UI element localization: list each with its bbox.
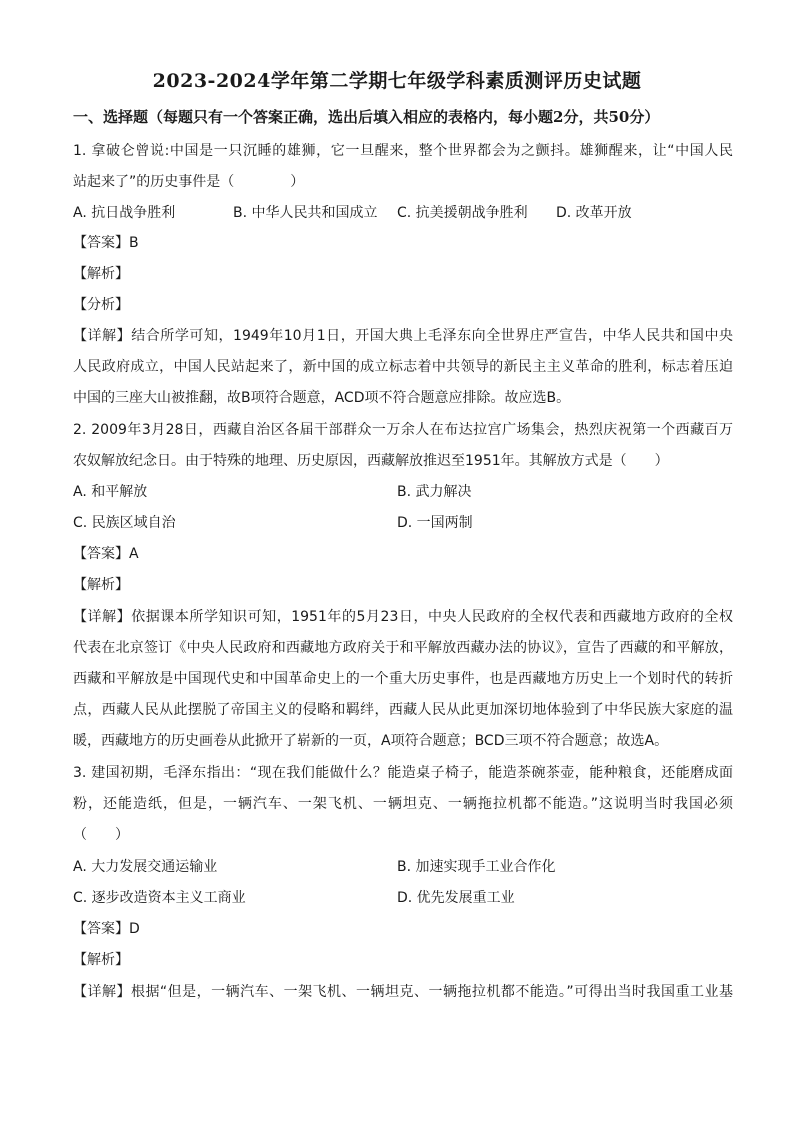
q2-answer: 【答案】A	[73, 546, 139, 562]
section-heading: 一、选择题（每题只有一个答案正确，选出后填入相应的表格内，每小题2分，共50分）	[73, 108, 660, 126]
q1-stem-line-1: 1. 拿破仑曾说:中国是一只沉睡的雄狮，它一旦醒来，整个世界都会为之颤抖。雄狮醒来，让“中国人民	[73, 143, 733, 159]
q3-option-b: B. 加速实现手工业合作化	[397, 859, 556, 875]
q3-option-d: D. 优先发展重工业	[397, 890, 515, 906]
q1-detail-line-1: 【详解】结合所学可知，1949年10月1日，开国大典上毛泽东向全世界庄严宣告，中华人民共和国中央	[73, 328, 733, 344]
q3-stem-line-1: 3. 建国初期，毛泽东指出：“现在我们能做什么？能造桌子椅子，能造茶碗茶壶，能种粮食，还能磨成面	[73, 765, 733, 781]
q2-option-b: B. 武力解决	[397, 484, 472, 500]
q3-option-a: A. 大力发展交通运输业	[73, 859, 218, 875]
q1-option-c: C. 抗美援朝战争胜利	[397, 205, 528, 221]
q3-stem-line-2: 粉，还能造纸，但是，一辆汽车、一架飞机、一辆坦克、一辆拖拉机都不能造。”这说明当时我国必须	[73, 796, 733, 812]
q2-stem-line-1: 2. 2009年3月28日，西藏自治区各届干部群众一万余人在布达拉宫广场集会，热烈庆祝第一个西藏百万	[73, 422, 733, 438]
q2-detail-line-4: 点，西藏人民从此摆脱了帝国主义的侵略和羁绊，西藏人民从此更加深切地体验到了中华民族大家庭的温	[73, 702, 733, 718]
q2-detail-line-2: 代表在北京签订《中央人民政府和西藏地方政府关于和平解放西藏办法的协议》，宣告了西藏的和平解放，	[73, 640, 733, 656]
q1-option-b: B. 中华人民共和国成立	[233, 205, 378, 221]
q1-fenxi-label: 【分析】	[73, 297, 129, 313]
q1-detail-line-2: 人民政府成立，中国人民站起来了，新中国的成立标志着中共领导的新民主主义革命的胜利，标志着压迫	[73, 359, 733, 375]
q3-answer: 【答案】D	[73, 921, 140, 937]
q3-option-c: C. 逐步改造资本主义工商业	[73, 890, 246, 906]
q1-option-a: A. 抗日战争胜利	[73, 205, 176, 221]
q1-detail-line-3: 中国的三座大山被推翻，故B项符合题意，ACD项不符合题意应排除。故应选B。	[73, 390, 571, 406]
q2-detail-line-5: 暖，西藏地方的历史画卷从此掀开了崭新的一页，A项符合题意；BCD三项不符合题意；故选A。	[73, 733, 669, 749]
q2-option-a: A. 和平解放	[73, 484, 148, 500]
q1-option-d: D. 改革开放	[556, 205, 632, 221]
q1-analysis-label: 【解析】	[73, 266, 129, 282]
q2-detail-line-3: 西藏和平解放是中国现代史和中国革命史上的一个重大历史事件，也是西藏地方历史上一个划时代的转折	[73, 671, 733, 687]
q3-stem-line-3: （ ）	[73, 827, 129, 843]
q2-option-c: C. 民族区域自治	[73, 515, 176, 531]
q2-analysis-label: 【解析】	[73, 577, 129, 593]
q2-option-d: D. 一国两制	[397, 515, 473, 531]
q2-stem-line-2: 农奴解放纪念日。由于特殊的地理、历史原因，西藏解放推迟至1951年。其解放方式是（ ）	[73, 453, 669, 469]
q3-analysis-label: 【解析】	[73, 952, 129, 968]
q1-stem-line-2: 站起来了”的历史事件是（ ）	[73, 174, 305, 190]
q2-detail-line-1: 【详解】依据课本所学知识可知，1951年的5月23日，中央人民政府的全权代表和西藏地方政府的全权	[73, 609, 733, 625]
q1-answer: 【答案】B	[73, 235, 139, 251]
q3-detail-line-1: 【详解】根据“但是，一辆汽车、一架飞机、一辆坦克、一辆拖拉机都不能造。”可得出当时我国重工业基	[73, 984, 733, 1000]
page-title: 2023-2024学年第二学期七年级学科素质测评历史试题	[152, 70, 642, 92]
